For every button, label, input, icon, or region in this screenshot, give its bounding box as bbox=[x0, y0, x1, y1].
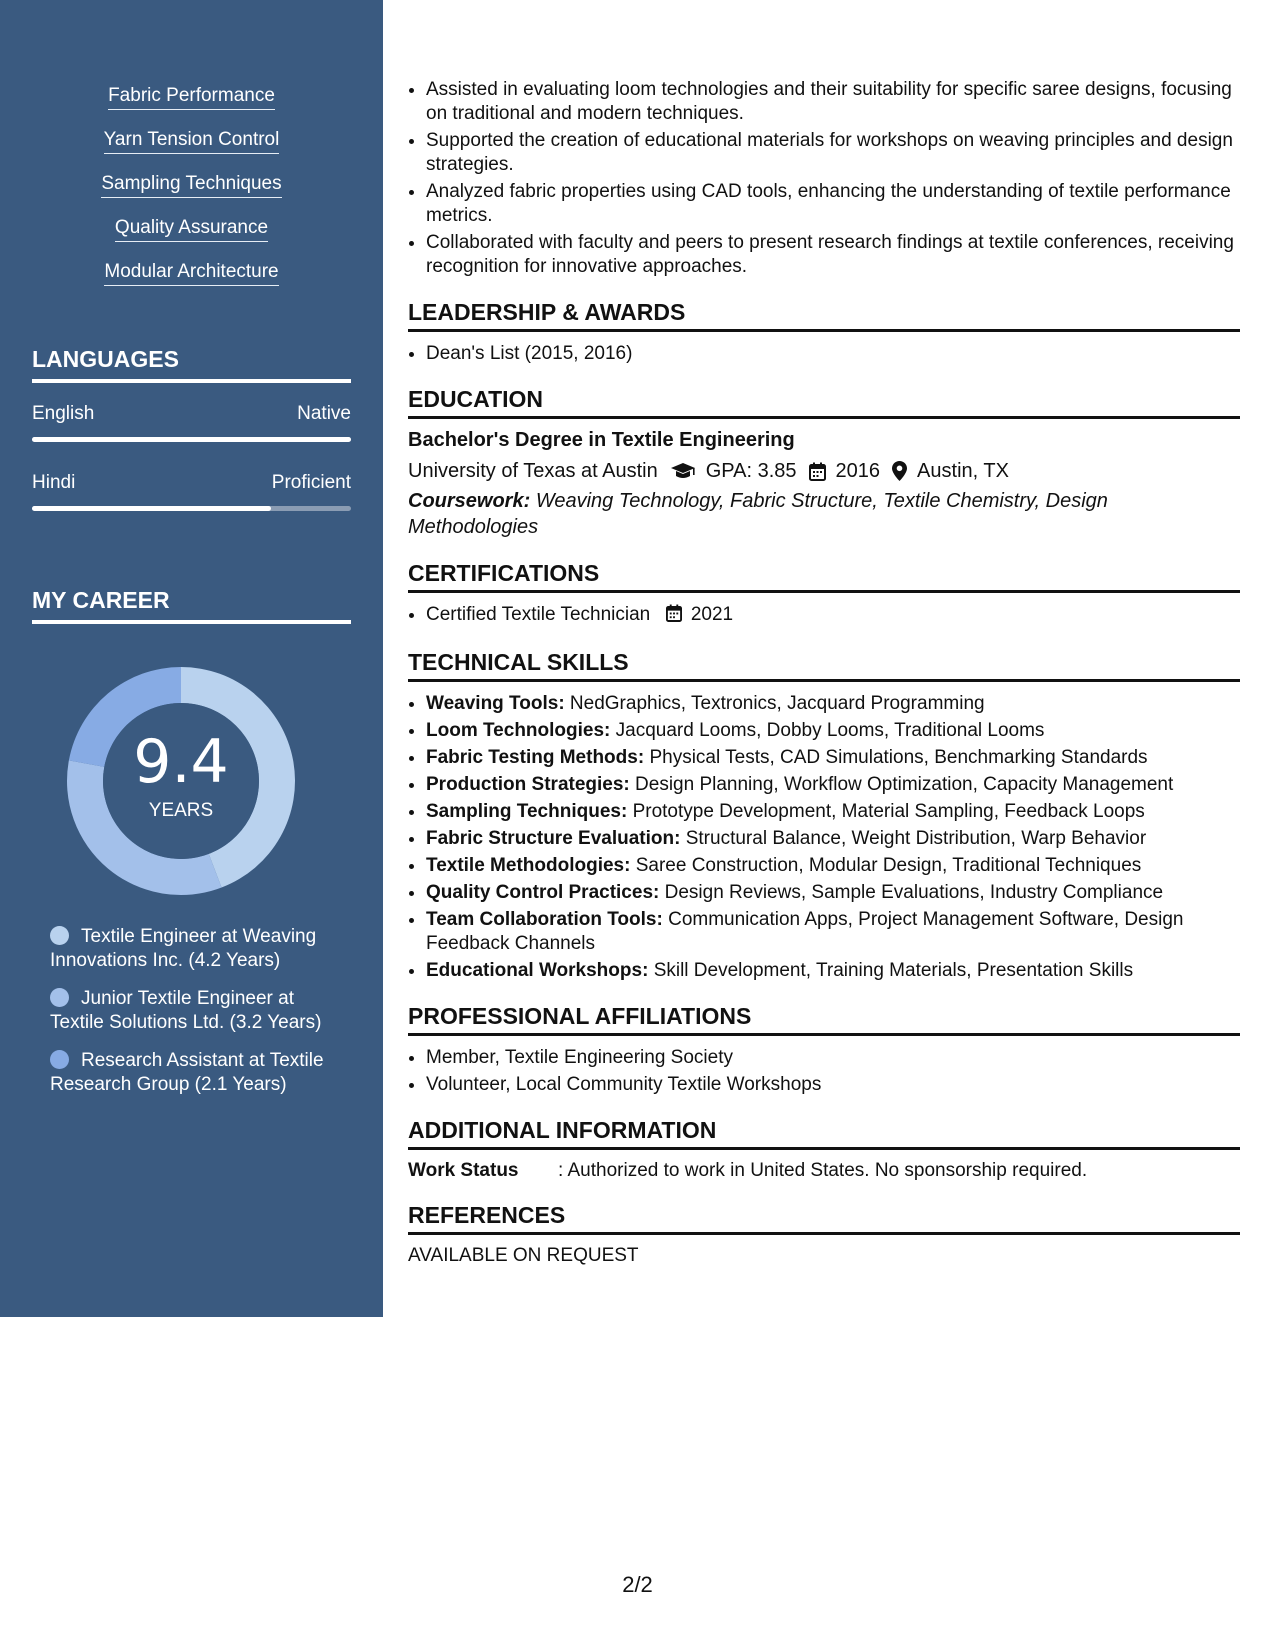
career-item-text: Textile Engineer at Weaving Innovations Inc. (4.2 Years) bbox=[50, 926, 317, 971]
references-text: AVAILABLE ON REQUEST bbox=[408, 1245, 639, 1266]
education-degree: Bachelor's Degree in Textile Engineering bbox=[408, 429, 795, 451]
section-title-leadership: LEADERSHIP & AWARDS bbox=[408, 299, 1240, 332]
list-item: • Collaborated with faculty and peers to present research findings at textile conferences, receiving recognition for innovative approaches. bbox=[426, 231, 1240, 279]
skill-label: Fabric Testing Methods: bbox=[426, 747, 645, 768]
list-item bbox=[426, 908, 1240, 956]
legend-dot bbox=[50, 1050, 69, 1069]
education-meta bbox=[408, 458, 1240, 484]
main-content bbox=[408, 78, 1240, 1267]
education-year: 2016 bbox=[835, 460, 881, 482]
career-list bbox=[50, 925, 340, 1111]
certification-year: 2021 bbox=[690, 604, 734, 625]
language-bar bbox=[32, 437, 351, 442]
section-title-affiliations: PROFESSIONAL AFFILIATIONS bbox=[408, 1003, 1240, 1036]
list-item bbox=[426, 881, 1240, 905]
list-item: • Analyzed fabric properties using CAD tools, enhancing the understanding of textile performance metrics. bbox=[426, 180, 1240, 228]
coursework-value: Weaving Technology, Fabric Structure, Textile Chemistry, Design Methodologies bbox=[408, 490, 1108, 538]
leadership-list bbox=[408, 342, 1240, 366]
list-item bbox=[426, 719, 1240, 743]
language-name: Hindi bbox=[32, 472, 76, 493]
list-item: • Member, Textile Engineering Society bbox=[426, 1046, 1240, 1070]
skill-tag: Fabric Performance bbox=[108, 84, 275, 110]
work-status-label: Work Status bbox=[408, 1160, 519, 1181]
skill-value: Saree Construction, Modular Design, Traditional Techniques bbox=[635, 855, 1142, 876]
coursework-label: Coursework: bbox=[408, 490, 531, 512]
list-item: • Supported the creation of educational materials for workshops on weaving principles and design strategies. bbox=[426, 129, 1240, 177]
language-bar bbox=[32, 506, 351, 511]
skill-value: Skill Development, Training Materials, Presentation Skills bbox=[653, 960, 1134, 981]
skill-value: Physical Tests, CAD Simulations, Benchmarking Standards bbox=[649, 747, 1148, 768]
list-item bbox=[426, 773, 1240, 797]
list-item bbox=[426, 692, 1240, 716]
career-total: 9.4 bbox=[133, 727, 229, 797]
education-coursework bbox=[408, 488, 1240, 540]
affiliations-list bbox=[408, 1046, 1240, 1097]
section-title-technical-skills: TECHNICAL SKILLS bbox=[408, 649, 1240, 682]
career-item bbox=[50, 925, 340, 973]
language-level: Native bbox=[297, 403, 351, 424]
language-row-english bbox=[32, 403, 351, 442]
career-item bbox=[50, 1049, 340, 1097]
language-bar-fill bbox=[32, 437, 351, 442]
skill-tag: Yarn Tension Control bbox=[104, 128, 280, 154]
skill-label: Textile Methodologies: bbox=[426, 855, 631, 876]
skill-label: Fabric Structure Evaluation: bbox=[426, 828, 681, 849]
page-number: 2/2 bbox=[622, 1572, 653, 1597]
skill-value: Jacquard Looms, Dobby Looms, Traditional Looms bbox=[615, 720, 1045, 741]
list-item: • Volunteer, Local Community Textile Workshops bbox=[426, 1073, 1240, 1097]
skill-value: Structural Balance, Weight Distribution, Warp Behavior bbox=[685, 828, 1147, 849]
list-item: • Dean's List (2015, 2016) bbox=[426, 342, 1240, 366]
legend-dot bbox=[50, 926, 69, 945]
technical-skills-list bbox=[408, 692, 1240, 983]
skill-label: Sampling Techniques: bbox=[426, 801, 628, 822]
skill-label: Loom Technologies: bbox=[426, 720, 611, 741]
section-title-education: EDUCATION bbox=[408, 386, 1240, 419]
list-item bbox=[426, 827, 1240, 851]
skill-label: Production Strategies: bbox=[426, 774, 630, 795]
languages-heading: LANGUAGES bbox=[32, 346, 351, 383]
language-bar-fill bbox=[32, 506, 271, 511]
skill-label: Team Collaboration Tools: bbox=[426, 909, 663, 930]
skill-value: Communication Apps, Project Management Software, Design Feedback Channels bbox=[426, 909, 1184, 954]
education-school: University of Texas at Austin bbox=[408, 460, 658, 482]
calendar-icon bbox=[809, 462, 826, 481]
location-pin-icon bbox=[892, 461, 907, 481]
education-location: Austin, TX bbox=[917, 460, 1009, 482]
language-level: Proficient bbox=[271, 472, 351, 493]
section-title-additional-information: ADDITIONAL INFORMATION bbox=[408, 1117, 1240, 1150]
skill-label: Weaving Tools: bbox=[426, 693, 565, 714]
list-item bbox=[426, 800, 1240, 824]
list-item bbox=[426, 746, 1240, 770]
list-item: • Assisted in evaluating loom technologies and their suitability for specific saree designs, focusing on traditional and modern techniques. bbox=[426, 78, 1240, 126]
language-name: English bbox=[32, 403, 95, 424]
education-gpa: GPA: 3.85 bbox=[705, 460, 797, 482]
section-title-references: REFERENCES bbox=[408, 1202, 1240, 1235]
skill-tag: Modular Architecture bbox=[104, 260, 278, 286]
skill-tags bbox=[0, 84, 383, 304]
skill-label: Educational Workshops: bbox=[426, 960, 649, 981]
section-title-certifications: CERTIFICATIONS bbox=[408, 560, 1240, 593]
career-item-text: Junior Textile Engineer at Textile Solutions Ltd. (3.2 Years) bbox=[50, 988, 322, 1033]
skill-value: Prototype Development, Material Sampling, Feedback Loops bbox=[632, 801, 1145, 822]
skill-tag: Sampling Techniques bbox=[101, 172, 281, 198]
skill-value: Design Planning, Workflow Optimization, Capacity Management bbox=[635, 774, 1174, 795]
experience-bullets bbox=[408, 78, 1240, 279]
work-status-value: : Authorized to work in United States. No sponsorship required. bbox=[558, 1160, 1088, 1181]
career-item bbox=[50, 987, 340, 1035]
certification-name: Certified Textile Technician bbox=[426, 604, 651, 625]
list-item bbox=[426, 959, 1240, 983]
list-item bbox=[426, 603, 1240, 629]
skill-value: Design Reviews, Sample Evaluations, Industry Compliance bbox=[664, 882, 1164, 903]
legend-dot bbox=[50, 988, 69, 1007]
certifications-list bbox=[408, 603, 1240, 629]
career-heading: MY CAREER bbox=[32, 587, 351, 624]
list-item bbox=[426, 854, 1240, 878]
graduation-cap-icon bbox=[670, 462, 696, 480]
skill-tag: Quality Assurance bbox=[115, 216, 268, 242]
skill-value: NedGraphics, Textronics, Jacquard Programming bbox=[569, 693, 985, 714]
skill-label: Quality Control Practices: bbox=[426, 882, 660, 903]
calendar-icon bbox=[666, 604, 682, 629]
language-row-hindi bbox=[32, 472, 351, 511]
work-status-row bbox=[408, 1160, 1240, 1182]
career-item-text: Research Assistant at Textile Research Group (2.1 Years) bbox=[50, 1050, 324, 1095]
career-unit: YEARS bbox=[148, 800, 214, 821]
sidebar bbox=[0, 0, 383, 1317]
